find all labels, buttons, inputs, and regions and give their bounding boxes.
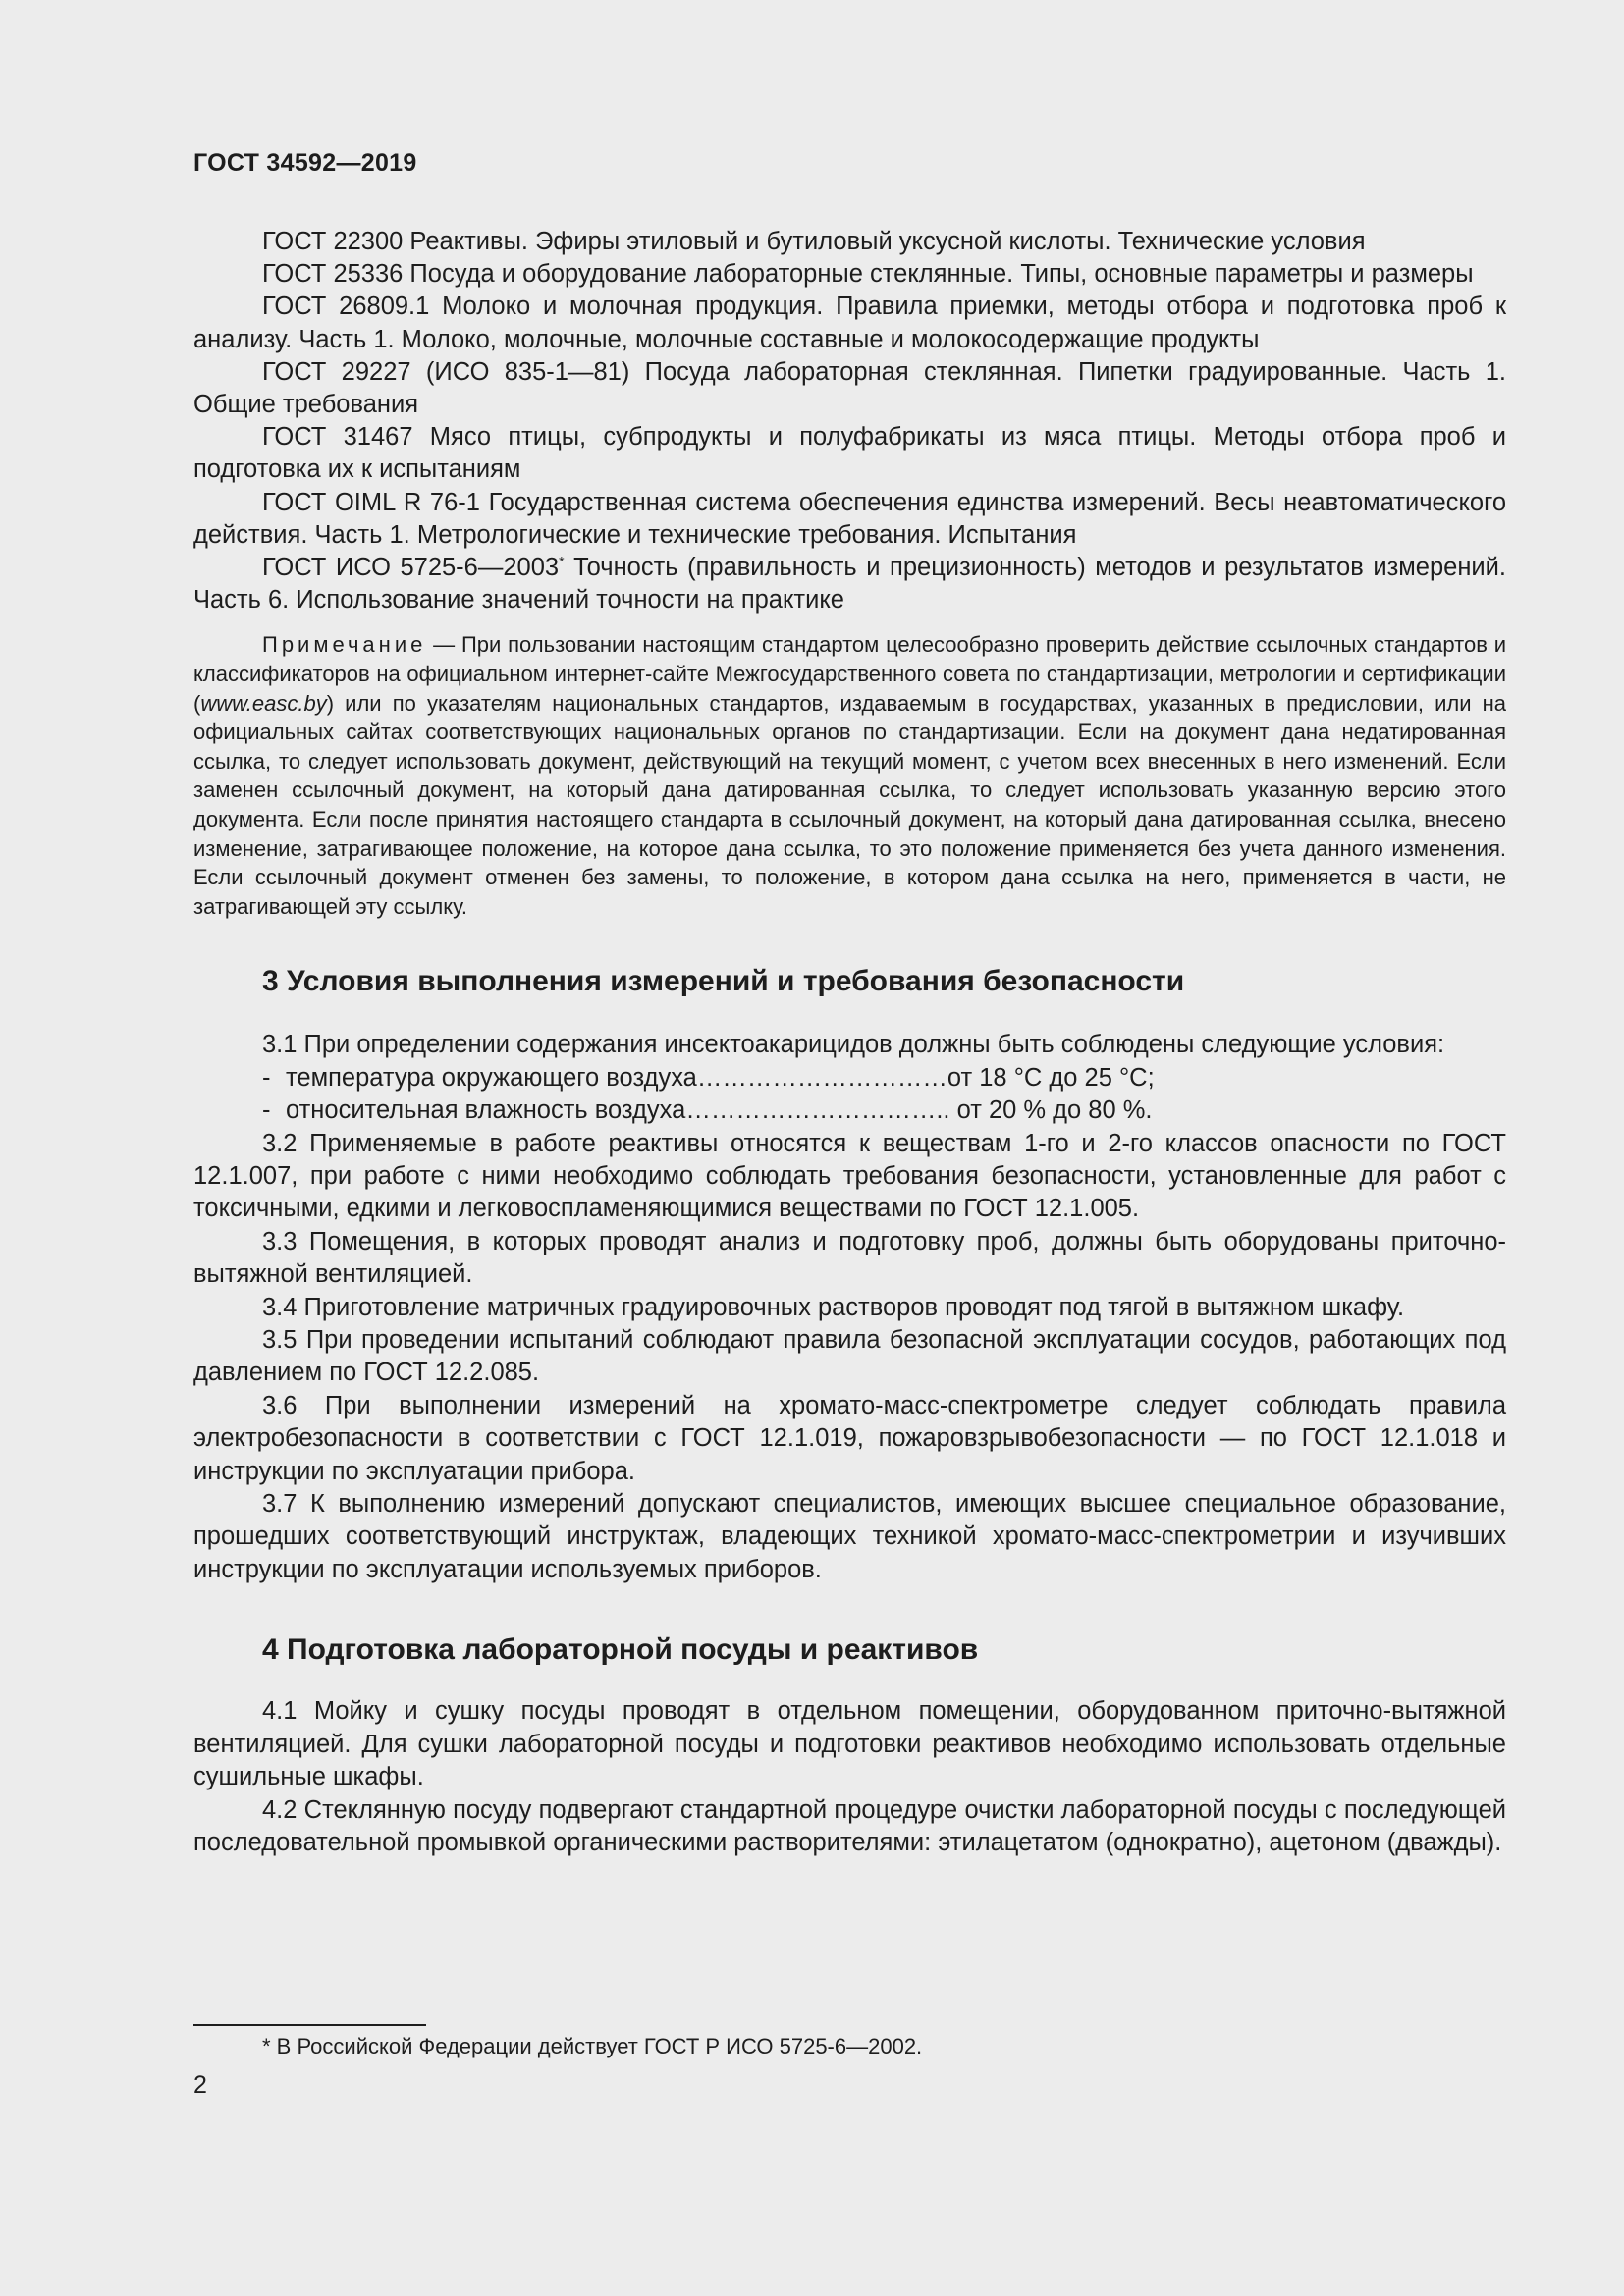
clause-3-5: 3.5 При проведении испытаний соблюдают правила безопасной эксплуатации сосудов, работающих под давлением по ГОСТ 12.2.085. bbox=[193, 1326, 1506, 1387]
note-block bbox=[193, 630, 1506, 921]
reference-item: ГОСТ 26809.1 Молоко и молочная продукция. Правила приемки, методы отбора и подготовка проб к анализу. Часть 1. Молоко, молочные, молочные составные и молокосодержащие продукты bbox=[193, 293, 1506, 353]
clause-3-7: 3.7 К выполнению измерений допускают специалистов, имеющих высшее специальное образование, прошедших соответствующий инструктаж, владеющих техникой хромато-масс-спектрометрии и изучивших инструкции по эксплуатации используемых приборов. bbox=[193, 1490, 1506, 1583]
footnote: * В Российской Федерации действует ГОСТ Р ИСО 5725-6—2002. bbox=[262, 2034, 923, 2058]
document-body bbox=[193, 226, 1506, 1859]
reference-item: ГОСТ 22300 Реактивы. Эфиры этиловый и бутиловый уксусной кислоты. Технические условия bbox=[262, 228, 1366, 255]
clause-3-1: 3.1 При определении содержания инсектоакарицидов должны быть соблюдены следующие условия: bbox=[262, 1031, 1445, 1059]
note-label: Примечание bbox=[262, 632, 427, 658]
list-dash: - bbox=[262, 1096, 271, 1125]
reference-iso-title: Точность (правильность и прецизионность) методов и результатов измерений. Часть 6. Использование значений точности на практике bbox=[193, 554, 1506, 614]
clause-3-4: 3.4 Приготовление матричных градуировочных растворов проводят под тягой в вытяжном шкафу. bbox=[262, 1293, 1405, 1321]
reference-item: ГОСТ 31467 Мясо птицы, субпродукты и полуфабрикаты из мяса птицы. Методы отбора проб и подготовка их к испытаниям bbox=[193, 423, 1506, 484]
section-3-heading: 3 Условия выполнения измерений и требования безопасности bbox=[262, 965, 1185, 998]
list-item-text: температура окружающего воздуха…………………………от 18 °С до 25 °С; bbox=[286, 1063, 1155, 1092]
reference-item-iso bbox=[193, 552, 1506, 616]
reference-item: ГОСТ 29227 (ИСО 835-1—81) Посуда лабораторная стеклянная. Пипетки градуированные. Часть 1. Общие требования bbox=[193, 357, 1506, 419]
list-item-text: относительная влажность воздуха………………………….. от 20 % до 80 %. bbox=[286, 1096, 1153, 1125]
document-header: ГОСТ 34592—2019 bbox=[193, 149, 417, 177]
note-text: — При пользовании настоящим стандартом целесообразно проверить действие ссылочных стандартов и классификаторов на официальном интернет-сайте Межгосударственного совета по стандартизации, метрологии и сертификации ( bbox=[193, 632, 1506, 716]
page-number: 2 bbox=[193, 2071, 207, 2099]
reference-item: ГОСТ OIML R 76-1 Государственная система обеспечения единства измерений. Весы неавтоматического действия. Часть 1. Метрологические и технические требования. Испытания bbox=[193, 488, 1506, 549]
footnote-divider bbox=[193, 2024, 426, 2026]
section-4-heading: 4 Подготовка лабораторной посуды и реактивов bbox=[262, 1633, 979, 1667]
reference-item: ГОСТ 25336 Посуда и оборудование лабораторные стеклянные. Типы, основные параметры и размеры bbox=[262, 260, 1474, 289]
clause-3-2: 3.2 Применяемые в работе реактивы относятся к веществам 1-го и 2-го классов опасности по ГОСТ 12.1.007, при работе с ними необходимо соблюдать требования безопасности, установленные для работ с токсичными, едкими и легковоспламеняющимися веществами по ГОСТ 12.1.005. bbox=[193, 1129, 1506, 1223]
normative-references bbox=[193, 226, 1506, 616]
note-link[interactable]: www.easc.by bbox=[200, 690, 327, 716]
clause-3-3: 3.3 Помещения, в которых проводят анализ и подготовку проб, должны быть оборудованы приточно-вытяжной вентиляцией. bbox=[193, 1227, 1506, 1289]
clause-4-2: 4.2 Стеклянную посуду подвергают стандартной процедуре очистки лабораторной посуды с последующей последовательной промывкой органическими растворителями: этилацетатом (однократно), ацетоном (дважды). bbox=[193, 1795, 1506, 1856]
condition-list-item bbox=[193, 1062, 1506, 1095]
condition-list-item bbox=[193, 1095, 1506, 1127]
clause-4-1: 4.1 Мойку и сушку посуды проводят в отдельном помещении, оборудованном приточно-вытяжной вентиляцией. Для сушки лабораторной посуды и подготовки реактивов необходимо использовать отдельные сушильные шкафы. bbox=[193, 1697, 1506, 1791]
list-dash: - bbox=[262, 1063, 271, 1092]
reference-iso-code: ГОСТ ИСО 5725-6—2003 bbox=[262, 554, 560, 582]
footnote-mark: * bbox=[559, 553, 565, 569]
clause-3-6: 3.6 При выполнении измерений на хромато-масс-спектрометре следует соблюдать правила электробезопасности в соответствии с ГОСТ 12.1.019, пожаровзрывобезопасности — по ГОСТ 12.1.018 и инструкции по эксплуатации прибора. bbox=[193, 1391, 1506, 1485]
note-text-continued: ) или по указателям национальных стандартов, издаваемым в государствах, указанных в предисловии, или на официальных сайтах соответствующих национальных органов по стандартизации. Если на документ дана недатированная ссылка, то следует использовать документ, действующий на текущий момент, с учетом всех внесенных в него изменений. Если заменен ссылочный документ, на который дана датированная ссылка, то следует использовать указанную версию этого документа. Если после принятия настоящего стандарта в ссылочный документ, на который дана датированная ссылка, внесено изменение, затрагивающее положение, на которое дана ссылка, то это положение применяется без учета данного изменения. Если ссылочный документ отменен без замены, то положение, в котором дана ссылка на него, применяется в части, не затрагивающей эту ссылку. bbox=[193, 690, 1506, 919]
